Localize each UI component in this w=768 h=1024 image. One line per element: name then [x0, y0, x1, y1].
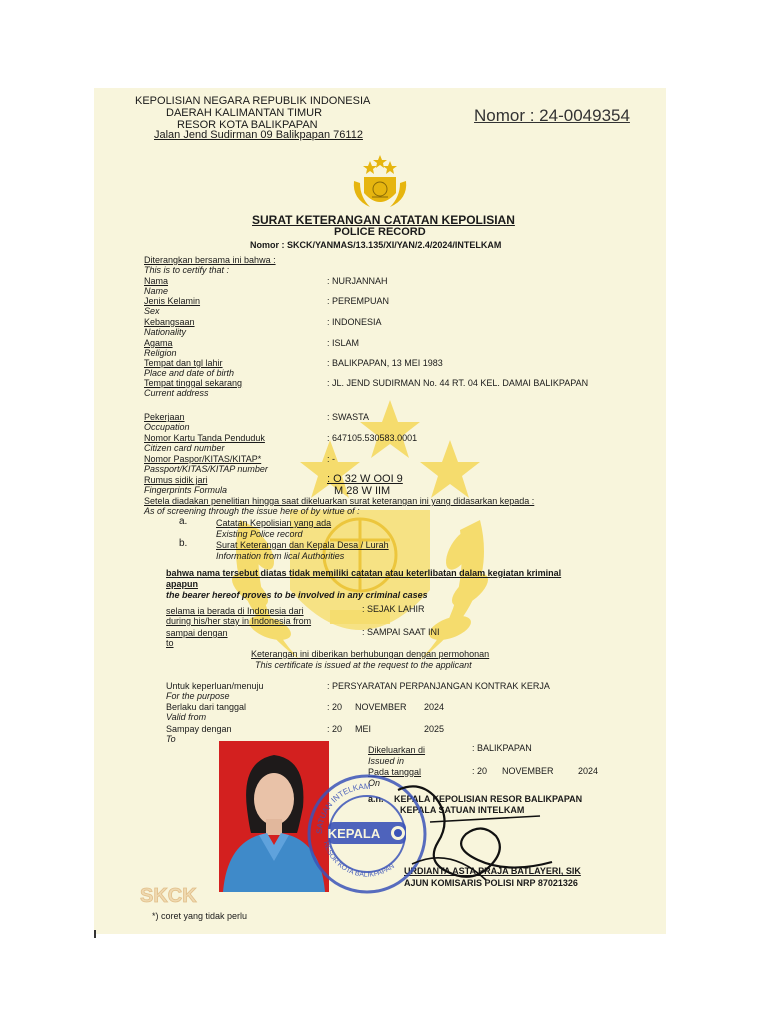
signatory-name: URDIANTA ASTA PRAJA BATLAYERI, SIK	[404, 866, 581, 876]
footnote: *) coret yang tidak perlu	[152, 911, 248, 921]
field-value-id-number: : 647105.530583.0001	[327, 433, 418, 443]
field-label: Agama	[144, 338, 173, 348]
skck-mark-text: SKCK	[140, 885, 197, 906]
purpose-value: : PERSYARATAN PERPANJANGAN KONTRAK KERJA	[327, 681, 550, 691]
stay-from-value: : SEJAK LAHIR	[362, 604, 425, 614]
screening-item-en: Information from lical Authorities	[216, 551, 345, 561]
issued-in-label-en: Issued in	[368, 756, 405, 766]
field-label: Kebangsaan	[144, 317, 195, 327]
field-label-en: Citizen card number	[144, 443, 225, 453]
scan-edge-mark	[94, 930, 96, 938]
field-label: Jenis Kelamin	[144, 296, 201, 306]
field-label-en: Name	[144, 286, 169, 296]
fingerprint-formula-2: M 28 W IIM	[334, 485, 391, 497]
document-subtitle: POLICE RECORD	[334, 226, 426, 238]
stay-to-value: : SAMPAI SAAT INI	[362, 627, 440, 637]
issued-on-label: Pada tanggal	[368, 767, 422, 777]
field-label: Rumus sidik jari	[144, 475, 208, 485]
purpose-label: Untuk keperluan/menuju	[166, 681, 264, 691]
screening-text-en: As of screening through the issue here of by virtue of :	[144, 506, 360, 516]
field-label-en: Passport/KITAS/KITAP number	[144, 464, 268, 474]
issued-on-year: 2024	[578, 766, 599, 776]
header-address: Jalan Jend Sudirman 09 Balikpapan 76112	[154, 129, 363, 141]
field-label: Nomor Paspor/KITAS/KITAP*	[144, 454, 262, 464]
field-value-nationality: : INDONESIA	[327, 317, 382, 327]
stay-to-label: sampai dengan	[166, 628, 228, 638]
field-label-en: Sex	[144, 306, 160, 316]
svg-text:RESOR KOTA BALIKPAPAN	[322, 841, 396, 879]
issued-on-day: : 20	[472, 766, 488, 776]
stamp-center-text: KEPALA	[327, 826, 381, 841]
police-emblem-logo	[348, 155, 412, 211]
record-number: Nomor : SKCK/YANMAS/13.135/XI/YAN/2.4/2024/INTELKAM	[250, 240, 502, 250]
valid-to-day: : 20	[327, 724, 343, 734]
valid-from-year: 2024	[424, 702, 445, 712]
stay-label-en: during his/her stay in Indonesia from	[166, 616, 312, 626]
field-value-name: : NURJANNAH	[327, 276, 388, 286]
issued-on-label-en: On	[368, 778, 381, 788]
valid-to-year: 2025	[424, 724, 445, 734]
stamp-ring-bottom: RESOR KOTA BALIKPAPAN	[321, 840, 396, 879]
valid-to-month: MEI	[355, 724, 372, 734]
header-institution: KEPOLISIAN NEGARA REPUBLIK INDONESIA	[135, 95, 371, 107]
statement-text-2: apapun	[166, 579, 199, 589]
stamp-ring-top: SATUAN INTELKAM	[314, 781, 371, 835]
valid-from-label: Berlaku dari tanggal	[166, 702, 247, 712]
issued-on-month: NOVEMBER	[502, 766, 554, 776]
valid-from-day: : 20	[327, 702, 343, 712]
field-value-sex: : PEREMPUAN	[327, 296, 390, 306]
statement-text: bahwa nama tersebut diatas tidak memiliki catatan atau keterlibatan dalam kegiatan kriminal	[166, 568, 562, 578]
field-value-occupation: : SWASTA	[327, 412, 370, 422]
signatory-title: KEPALA KEPOLISIAN RESOR BALIKPAPAN	[394, 794, 583, 804]
field-label: Nama	[144, 276, 169, 286]
fingerprint-formula: : O 32 W OOI 9	[327, 473, 403, 485]
screening-letter: b.	[179, 538, 188, 549]
skck-emboss-mark	[138, 884, 218, 906]
screening-item: Surat Keterangan dan Kepala Desa / Lurah	[216, 540, 389, 550]
header-region: DAERAH KALIMANTAN TIMUR	[166, 107, 323, 119]
issued-in-value: : BALIKPAPAN	[472, 743, 532, 753]
valid-to-label-en: To	[166, 734, 176, 744]
signatory-prefix: a.n.	[368, 794, 384, 804]
request-text: Keterangan ini diberikan berhubungan dengan permohonan	[251, 649, 490, 659]
issued-in-label: Dikeluarkan di	[368, 745, 426, 755]
valid-from-label-en: Valid from	[166, 712, 207, 722]
screening-item: Catatan Kepolisian yang ada	[216, 518, 332, 528]
field-label-en: Religion	[144, 348, 177, 358]
valid-from-month: NOVEMBER	[355, 702, 407, 712]
field-value-religion: : ISLAM	[327, 338, 360, 348]
screening-item-en: Existing Police record	[216, 529, 303, 539]
field-label-en: Fingerprints Formula	[144, 485, 228, 495]
request-text-en: This certificate is issued at the request to the applicant	[255, 660, 472, 670]
field-label-en: Occupation	[144, 422, 190, 432]
field-label-en: Current address	[144, 388, 209, 398]
signatory-rank: AJUN KOMISARIS POLISI NRP 87021326	[404, 878, 578, 888]
header-resort: RESOR KOTA BALIKPAPAN	[177, 119, 318, 131]
signatory-unit: KEPALA SATUAN INTELKAM	[400, 805, 525, 815]
field-label-en: Place and date of birth	[144, 368, 235, 378]
intro-text: Diterangkan bersama ini bahwa :	[144, 255, 276, 265]
field-label: Tempat tinggal sekarang	[144, 378, 243, 388]
field-label: Tempat dan tgl lahir	[144, 358, 223, 368]
purpose-label-en: For the purpose	[166, 691, 230, 701]
document-number: Nomor : 24-0049354	[474, 106, 630, 125]
field-label-en: Nationality	[144, 327, 187, 337]
valid-to-label: Sampay dengan	[166, 724, 232, 734]
field-value-address: : JL. JEND SUDIRMAN No. 44 RT. 04 KEL. DAMAI BALIKPAPAN	[327, 378, 589, 388]
screening-text: Setela diadakan penelitian hingga saat dikeluarkan surat keterangan ini yang didasarkan kepada :	[144, 496, 535, 506]
field-label: Pekerjaan	[144, 412, 185, 422]
handwritten-signature	[390, 776, 560, 886]
document-title: SURAT KETERANGAN CATATAN KEPOLISIAN	[252, 213, 515, 227]
screening-letter: a.	[179, 516, 188, 527]
field-label: Nomor Kartu Tanda Penduduk	[144, 433, 265, 443]
field-value-passport: : -	[327, 454, 335, 464]
stay-label: selama ia berada di Indonesia dari	[166, 606, 304, 616]
field-value-birth: : BALIKPAPAN, 13 MEI 1983	[327, 358, 443, 368]
stay-to-label-en: to	[166, 638, 174, 648]
statement-text-en: the bearer hereof proves to be involved in any criminal cases	[166, 590, 428, 600]
intro-text-en: This is to certify that :	[144, 265, 230, 275]
